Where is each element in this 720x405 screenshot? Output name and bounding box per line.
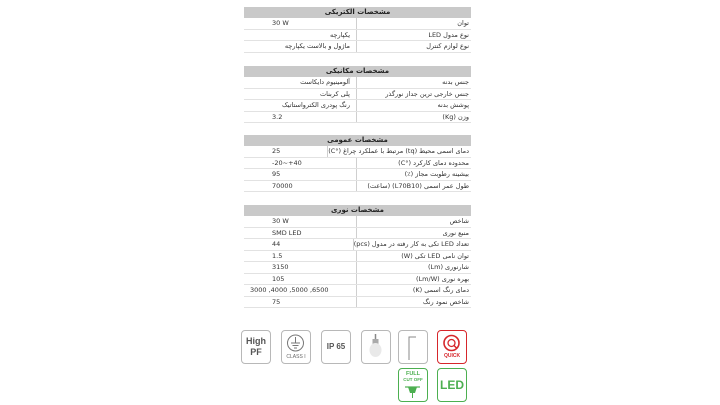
row-label: وزن (Kg) [442,112,469,121]
row-label: بیشینه رطوبت مجاز (٪) [404,170,469,178]
row-label: جنس خارجی ترین جداز نورگذر [385,89,469,98]
electrical-spec-section [244,7,471,53]
row-value: 30 W [244,216,357,227]
lighting-spec-section [244,205,471,308]
row-value: 3150 [244,262,357,273]
lighting-section-title: مشخصات نوری [244,205,471,216]
cutoff-lamp-icon [399,369,426,400]
row-value: آلومینیوم دایکاست [244,77,357,88]
row-value: 44 [244,239,354,250]
quick-install-badge [437,330,467,364]
mechanical-spec-section [244,66,471,123]
general-spec-section [244,135,471,192]
row-label: جنس بدنه [442,78,469,86]
table-row [244,30,471,42]
electrical-section-title: مشخصات الکتریکی [244,7,471,18]
table-row [244,251,471,263]
row-value: 3.2 [244,112,357,123]
table-row [244,158,471,170]
row-label: نوع لوازم کنترل [426,42,469,50]
row-value: 3000 ,4000 ,5000 ,6500 [244,285,357,296]
row-value: 30 W [244,18,357,29]
pole-mount-badge [398,330,428,364]
led-badge [437,368,467,402]
row-label: شارنوری (Lm) [427,263,469,271]
table-row [244,169,471,181]
table-row [244,100,471,112]
row-label: طول عمر اسمی (L70B10) (ساعت) [367,181,469,190]
street-pole-icon [399,331,426,362]
table-row [244,18,471,30]
table-row [244,216,471,228]
table-row [244,262,471,274]
table-row [244,77,471,89]
row-value: 70000 [244,181,357,192]
table-row [244,146,471,158]
row-label: شاخص [449,217,469,225]
table-row [244,274,471,286]
row-value: 75 [244,297,357,308]
ip65-badge [321,330,351,364]
row-label: توان [457,19,469,27]
table-row [244,285,471,297]
row-label: توان نامی LED تکی (W) [401,251,469,260]
table-row [244,181,471,193]
row-value: یکپارچه [244,30,357,41]
row-label: بهره نوری (Lm/W) [416,274,469,283]
lamp-badge [361,330,391,364]
table-row [244,228,471,240]
quick-label: QUICK [443,353,461,359]
general-section-title: مشخصات عمومی [244,135,471,146]
high-pf-label-1: High [246,336,266,346]
table-row [244,239,471,251]
table-row [244,297,471,309]
row-value: 25 [244,146,328,157]
row-label: دمای رنگ اسمی (K) [412,286,469,294]
row-label: تعداد LED تکی به کار رفته در مدول (pcs) [353,240,469,248]
row-value: SMD LED [244,228,357,239]
high-pf-label-2: PF [250,347,262,357]
full-cutoff-label-1: FULL [405,371,421,377]
table-row [244,112,471,124]
full-cutoff-label-2: CUT OFF [403,377,423,382]
row-value: رنگ پودری الکترواستاتیک [244,100,357,111]
table-row [244,89,471,101]
high-pf-badge [241,330,271,364]
row-value: 1.5 [244,251,357,262]
class-1-label: CLASS I [286,354,306,360]
row-value: 105 [244,274,357,285]
ip-rating-label: IP 65 [326,342,346,351]
full-cutoff-badge [398,368,428,402]
row-label: نوع مدول LED [428,30,469,39]
led-label: LED [440,378,464,392]
class-1-badge [281,330,311,364]
row-label: پوشش بدنه [437,101,469,109]
row-value: پلی کربنات [244,89,357,100]
pendant-lamp-icon [362,331,389,362]
row-label: محدوده دمای کارکرد (°C) [398,158,469,167]
row-label: دمای اسمی محیط (tq) مرتبط با عملکرد چراغ (°C) [328,147,469,155]
mechanical-section-title: مشخصات مکانیکی [244,66,471,77]
row-value: -20~+40 [244,158,357,169]
row-label: شاخص نمود رنگ [422,297,469,306]
row-label: منبع نوری [442,228,469,237]
row-value: ماژول و بالاست یکپارچه [244,41,357,52]
feature-badges [241,328,473,400]
row-value: 95 [244,169,357,180]
table-row [244,41,471,53]
